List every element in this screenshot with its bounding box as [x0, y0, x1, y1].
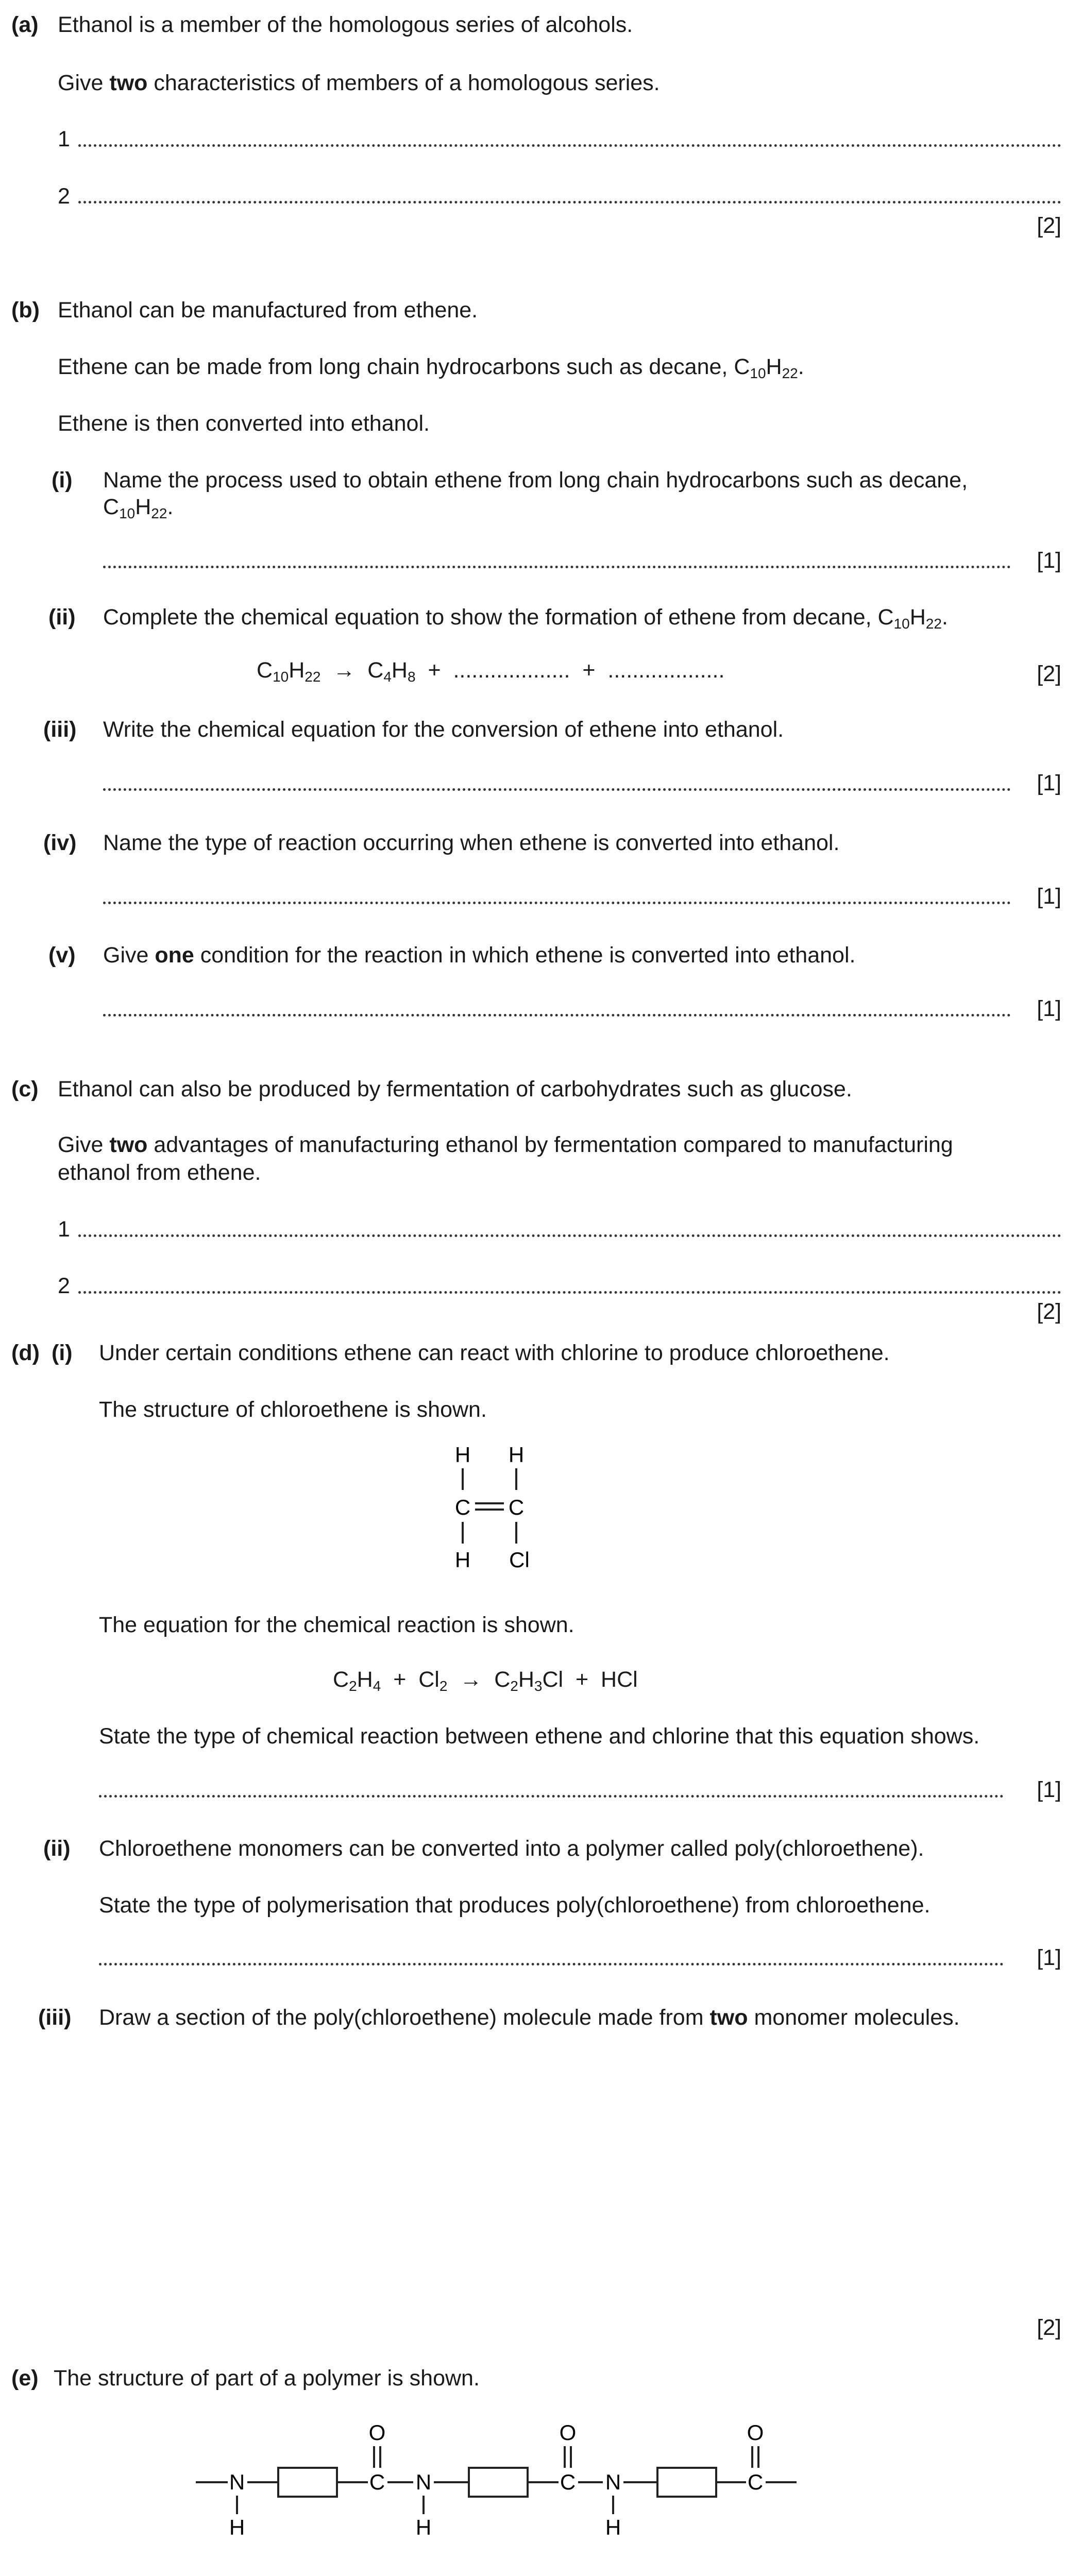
answer-line-d-ii[interactable] [99, 1963, 1004, 1965]
answer-line-number: 1 [58, 127, 70, 151]
part-b-i-label: (i) [52, 468, 73, 493]
atom-n: N [605, 2470, 621, 2494]
answer-line-b-iv[interactable] [103, 902, 1011, 904]
drawing-area-d-iii[interactable] [99, 2050, 1026, 2277]
part-a-label: (a) [11, 12, 39, 37]
reaction-arrow: → [333, 658, 356, 683]
part-b-ii-label: (ii) [48, 605, 76, 630]
answer-line-number: 1 [58, 1217, 70, 1242]
part-b-stem-3: Ethene is then converted into ethanol. [58, 411, 430, 436]
mark-d-i: [1] [1037, 1777, 1061, 1802]
atom-h: H [415, 2515, 432, 2539]
mark-b-iv: [1] [1037, 884, 1061, 909]
atom-h: H [454, 1548, 471, 1572]
part-b-stem-1: Ethanol can be manufactured from ethene. [58, 298, 478, 323]
answer-line-c1[interactable] [78, 1234, 1061, 1237]
part-c-label: (c) [11, 1077, 39, 1101]
atom-n: N [229, 2470, 245, 2494]
answer-line-number: 2 [58, 184, 70, 209]
decane-equation: $C_{10}H_{22} \to C_4H_8$ + ................... + ................... [257, 658, 725, 685]
answer-line-b-i[interactable] [103, 566, 1011, 568]
mark-c: [2] [1037, 1299, 1061, 1324]
chloroethene-structure-intro: The structure of chloroethene is shown. [99, 1397, 487, 1422]
part-b-v-question: Give one condition for the reaction in which ethene is converted into ethanol. [103, 943, 856, 968]
chlorination-equation: $C_2H_4 + Cl_2 \to C_2H_3Cl$ + HCl [333, 1667, 638, 1694]
carbon-chain-box [469, 2468, 528, 2497]
mark-d-ii: [1] [1037, 1945, 1061, 1970]
part-c-question-2: ethanol from ethene. [58, 1160, 261, 1185]
part-d-i-question: State the type of chemical reaction between ethene and chlorine that this equation shows. [99, 1724, 980, 1749]
part-d-iii-label: (iii) [38, 2005, 72, 2030]
answer-line-b-v[interactable] [103, 1014, 1011, 1016]
atom-c: C [747, 2470, 764, 2494]
carbon-chain-box [657, 2468, 716, 2497]
part-e-stem: The structure of part of a polymer is shown. [54, 2366, 480, 2391]
part-b-ii-question: Complete the chemical equation to show the formation of ethene from decane, $C_{10}H_{22}$. [103, 605, 948, 632]
part-b-i-question-2: $C_{10}H_{22}$. [103, 495, 174, 521]
atom-o: O [747, 2420, 764, 2445]
atom-cl: Cl [509, 1548, 530, 1572]
part-a-stem: Ethanol is a member of the homologous series of alcohols. [58, 12, 633, 37]
part-b-iii-question: Write the chemical equation for the conversion of ethene into ethanol. [103, 717, 784, 742]
atom-c: C [508, 1495, 525, 1519]
part-d-ii-stem: Chloroethene monomers can be converted into a polymer called poly(chloroethene). [99, 1836, 924, 1861]
answer-line-b-iii[interactable] [103, 788, 1011, 791]
part-d-i-stem: Under certain conditions ethene can react with chlorine to produce chloroethene. [99, 1341, 890, 1365]
part-b-label: (b) [11, 298, 40, 323]
part-a-question: Give two characteristics of members of a homologous series. [58, 71, 660, 95]
atom-c: C [560, 2470, 576, 2494]
mark-b-v: [1] [1037, 996, 1061, 1021]
atom-h: H [508, 1443, 525, 1467]
atom-c: C [454, 1495, 471, 1519]
part-b-iii-label: (iii) [43, 717, 77, 742]
reaction-arrow: → [460, 1667, 482, 1692]
part-b-stem-2: Ethene can be made from long chain hydrocarbons such as decane, $C_{10}H_{22}$. [58, 354, 804, 381]
part-e-label: (e) [11, 2366, 39, 2391]
part-c-question-1: Give two advantages of manufacturing ethanol by fermentation compared to manufacturing [58, 1132, 953, 1157]
equation-blank-2[interactable]: ................... [607, 658, 725, 683]
atom-h: H [605, 2515, 621, 2539]
atom-n: N [415, 2470, 432, 2494]
equation-intro: The equation for the chemical reaction is shown. [99, 1613, 574, 1637]
mark-d-iii: [2] [1037, 2315, 1061, 2340]
mark-b-i: [1] [1037, 548, 1061, 573]
part-b-iv-label: (iv) [43, 831, 77, 855]
equation-blank-1[interactable]: ................... [453, 658, 570, 683]
part-d-ii-label: (ii) [43, 1836, 71, 1861]
answer-line-c2[interactable] [78, 1291, 1061, 1294]
answer-line-number: 2 [58, 1274, 70, 1298]
mark-b-ii: [2] [1037, 662, 1061, 686]
part-d-label: (d) [11, 1341, 40, 1365]
answer-line-a1[interactable] [78, 144, 1061, 147]
mark-b-iii: [1] [1037, 771, 1061, 795]
part-d-iii-question: Draw a section of the poly(chloroethene) molecule made from two monomer molecules. [99, 2005, 960, 2030]
atom-c: C [369, 2470, 385, 2494]
answer-line-a2[interactable] [78, 201, 1061, 204]
answer-line-d-i[interactable] [99, 1795, 1004, 1798]
carbon-chain-box [278, 2468, 337, 2497]
atom-o: O [368, 2420, 386, 2445]
part-b-i-question-1: Name the process used to obtain ethene from long chain hydrocarbons such as decane, [103, 468, 968, 493]
part-d-i-label: (i) [52, 1341, 73, 1365]
chloroethene-structure [443, 1437, 546, 1587]
part-d-ii-question: State the type of polymerisation that produces poly(chloroethene) from chloroethene. [99, 1893, 931, 1918]
mark-a: [2] [1037, 213, 1061, 238]
part-c-stem: Ethanol can also be produced by fermentation of carbohydrates such as glucose. [58, 1077, 852, 1101]
atom-h: H [454, 1443, 471, 1467]
part-b-v-label: (v) [48, 943, 76, 968]
atom-h: H [229, 2515, 245, 2539]
polyamide-structure [191, 2411, 804, 2550]
atom-o: O [559, 2420, 577, 2445]
part-b-iv-question: Name the type of reaction occurring when ethene is converted into ethanol. [103, 831, 840, 855]
